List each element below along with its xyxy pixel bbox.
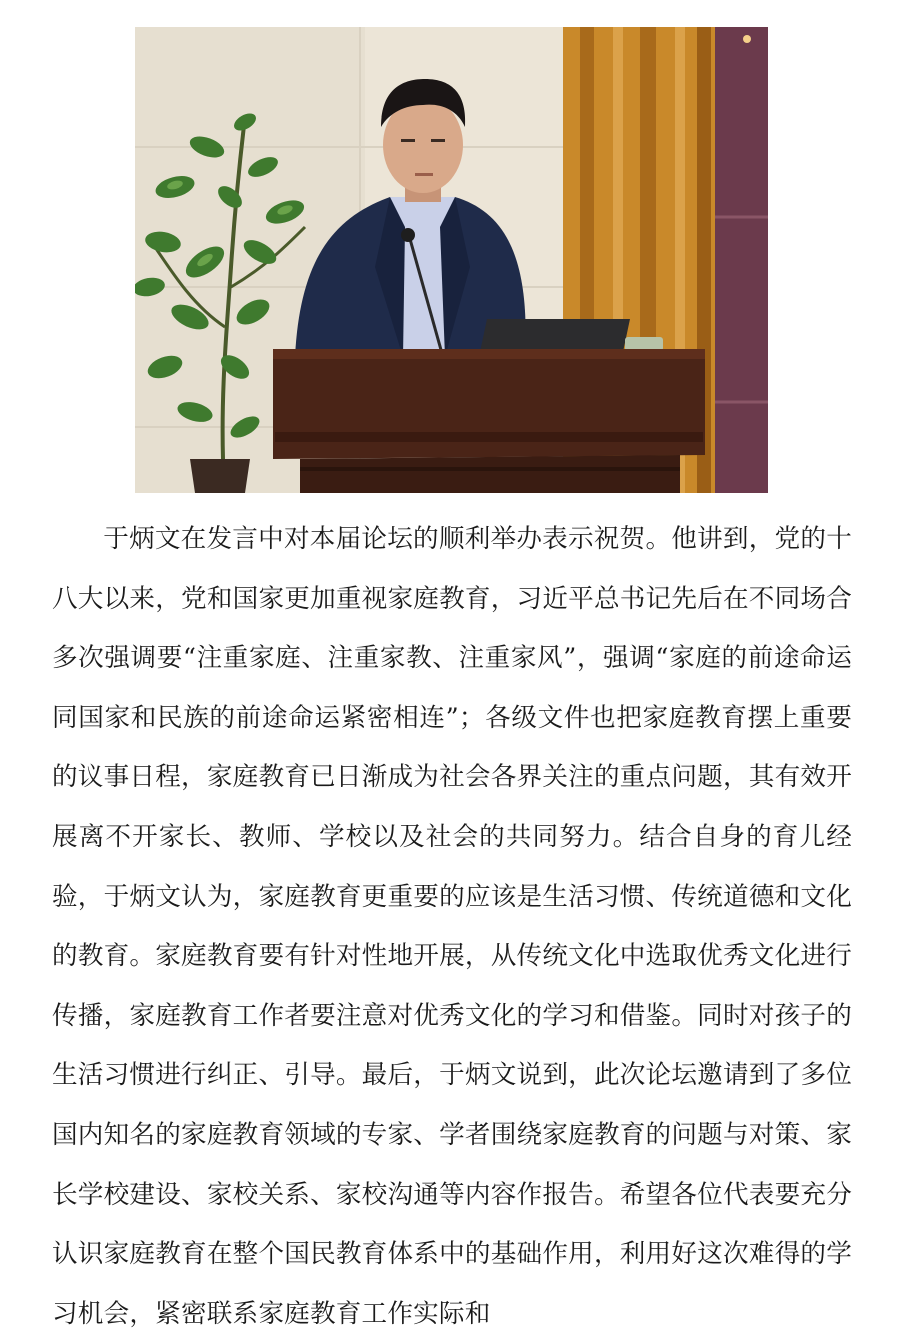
photo-wall-panel [715,27,768,493]
article-paragraph: 于炳文在发言中对本届论坛的顺利举办表示祝贺。他讲到，党的十八大以来，党和国家更加重视家庭教育，习近平总书记先后在不同场合多次强调要“注重家庭、注重家教、注重家风”，强调“家庭的前途命运同国家和民族的前途命运紧密相连”；各级文件也把家庭教育摆上重要的议事日程，家庭教育已日渐成为社会各界关注的重点问题，其有效开展离不开家长、教师、学校以及社会的共同努力。结合自身的育儿经验，于炳文认为，家庭教育更重要的应该是生活习惯、传统道德和文化的教育。家庭教育要有针对性地开展，从传统文化中选取优秀文化进行传播，家庭教育工作者要注意对优秀文化的学习和借鉴。同时对孩子的生活习惯进行纠正、引导。最后，于炳文说到，此次论坛邀请到了多位国内知名的家庭教育领域的专家、学者围绕家庭教育的问题与对策、家长学校建设、家校关系、家校沟通等内容作报告。希望各位代表要充分认识家庭教育在整个国民教育体系中的基础作用，利用好这次难得的学习机会，紧密联系家庭教育工作实际和 [52,524,852,1329]
laptop [480,319,630,352]
podium [273,349,705,459]
article-photo [135,27,768,493]
plant-pot [190,459,250,493]
